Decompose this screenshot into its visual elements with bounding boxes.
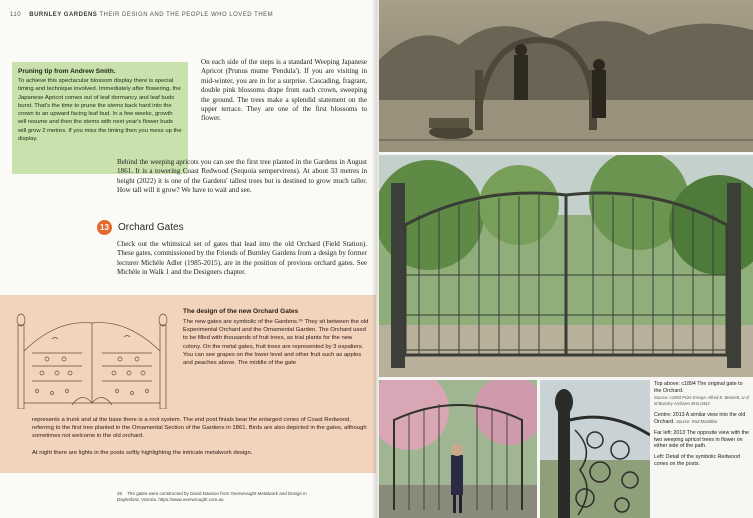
section-heading xyxy=(97,220,184,235)
photo-captions xyxy=(654,381,750,472)
design-title: The design of the new Orchard Gates xyxy=(183,308,299,315)
footnote-text: The gates were constructed by David Dawson from Overwrought Metalwork and Design in Daylesford, Victoria. https://www.overwrought.com.au xyxy=(117,491,307,502)
paragraph-weeping-apricot: On each side of the steps is a standard Weeping Japanese Apricot (Prunus mume 'Pendula'). If you are visiting in mid-winter, you are in for a surprise. Cascading, fragrant, double pink blossoms drape from each crown, sweeping the ground. The trees make a splendid statement on the upper terrace. They are one of the first blossoms to flower. xyxy=(201,58,367,123)
design-body-2: represents a trunk and at the base there is a root system. The end post finials bear the enlarged cones of Coast Redwood, referring to the first tree planted in the Ornamental Section of the Gardens in 1861. Birds are also depicted in the gates, although sometimes not welcome in the old orchard. xyxy=(32,417,367,440)
caption-top: Top above: c1894 The original gate to the Orchard. xyxy=(654,381,743,394)
footnote-number: 26 xyxy=(117,491,123,496)
historic-orchard-gate-photo xyxy=(379,0,753,152)
book-subtitle: THEIR DESIGN AND THE PEOPLE WHO LOVED THEM xyxy=(99,12,274,18)
book-title: BURNLEY GARDENS xyxy=(29,12,98,18)
caption-far-left: Far left: 2013 The opposite view with the two weeping apricot trees in flower on either side of the path. xyxy=(654,429,750,450)
redwood-cone-detail-photo xyxy=(540,380,650,518)
section-title: Orchard Gates xyxy=(118,222,184,233)
gate-design-box xyxy=(0,295,376,473)
page-number: 110 xyxy=(10,12,22,18)
section-number-badge: 13 xyxy=(97,220,112,235)
footnote xyxy=(117,491,317,503)
caption-left: Left: Detail of the symbolic Redwood cones on the posts. xyxy=(654,454,740,467)
caption-centre-source: Source: Rod McMillan xyxy=(676,418,718,424)
modern-orchard-gate-photo xyxy=(379,155,753,377)
gate-sketch-illustration xyxy=(12,311,172,409)
tip-title: Pruning tip from Andrew Smith. xyxy=(18,68,116,75)
tip-body: To achieve this spectacular blossom display there is special timing and technique involved. Immediately after flowering, the Japanese Apricot comes out of leaf dormancy and leaf buds burst. That's the time to prune the stems back hard into the crown to an upward facing leaf bud. In a few weeks, growth will resume and then the stems with next year's flower buds will grow 2 metres. If you miss the timing then you mess up the display. xyxy=(18,78,182,143)
left-page xyxy=(0,0,376,518)
section-body: Check out the whimsical set of gates that lead into the old Orchard (Field Station). These gates, commissioned by the Friends of Burnley Gardens from a design by former lecturer Michèle Adler (1985-2015), are in the position of previous orchard gates. See Michèle in Walk 1 and the Designers chapter. xyxy=(117,240,367,277)
running-header xyxy=(10,12,273,18)
page-gutter xyxy=(372,0,380,518)
design-body-3: At night there are lights in the posts softly highlighting the intricate metalwork design. xyxy=(32,450,253,456)
caption-top-source: Source: c1894 Prize Essays Alfred E. Bennett, U of M Burnley Archives BH1.0442 xyxy=(654,394,750,407)
paragraph-coast-redwood: Behind the weeping apricots you can see the first tree planted in the Gardens in August 1861. It is a towering Coast Redwood (Sequoia sempervirens). At about 33 metres in height (2022) it is one of the Gardens' tallest trees but is destined to grow much taller. How tall will it grow? We have to wait and see. xyxy=(117,158,367,195)
design-body-1: The new gates are symbolic of the Gardens.²⁶ They sit between the old Experimental Orchard and the Ornamental Garden. The Orchard used to be filled with thousands of fruit trees, as trial plants for the new colony. On the metal gates, fruit trees are represented by 3 espaliers. You can see grapes on the lower level and other fruit such as apples and peaches above. The middle of the gate xyxy=(183,319,369,367)
caption-centre: Centre: 2013 A similar view into the old Orchard. xyxy=(654,412,746,425)
weeping-apricot-view-photo xyxy=(379,380,537,518)
